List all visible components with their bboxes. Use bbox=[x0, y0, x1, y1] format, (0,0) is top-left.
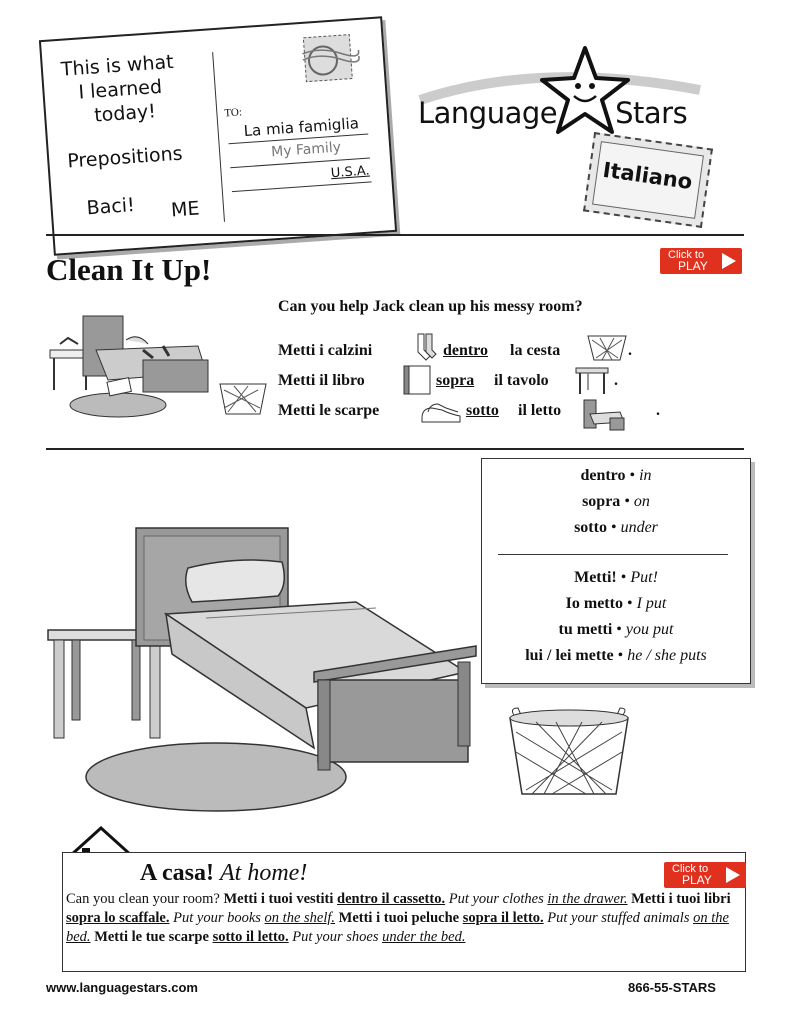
postcard bbox=[39, 16, 397, 255]
home-title: A casa! At home! bbox=[140, 860, 308, 886]
socks-icon bbox=[412, 332, 438, 362]
divider-top bbox=[46, 234, 744, 236]
vocab-phrase-2: Io metto • I put bbox=[565, 595, 667, 612]
vocab-word-2: sopra • on bbox=[582, 493, 650, 510]
play-button-line2: PLAY bbox=[682, 873, 712, 887]
postcard-from: ME bbox=[170, 197, 201, 222]
postcard-line3: today! bbox=[93, 100, 157, 127]
exercise-row-1-end: la cesta bbox=[510, 342, 561, 359]
vocab-phrase-1: Metti! • Put! bbox=[574, 569, 658, 586]
exercise-row-2-end: il tavolo bbox=[494, 372, 549, 389]
postcard-to-label: TO: bbox=[224, 106, 243, 120]
exercise-row-1-punct: . bbox=[628, 342, 632, 359]
shoes-icon bbox=[420, 398, 464, 426]
footer-url[interactable]: www.languagestars.com bbox=[46, 980, 198, 995]
exercise-row-2-start: Metti il libro bbox=[278, 372, 365, 389]
vocab-word-3: sotto • under bbox=[574, 519, 658, 536]
exercise-row-1-start: Metti i calzini bbox=[278, 342, 373, 359]
play-button-line1: Click to bbox=[668, 249, 705, 261]
exercise-row-3-punct: . bbox=[656, 402, 660, 419]
clean-room-illustration bbox=[46, 522, 646, 822]
postcard-signoff: Baci! bbox=[85, 194, 136, 220]
divider-middle bbox=[46, 448, 744, 450]
stamp-text: Italiano bbox=[601, 157, 694, 195]
exercise-question: Can you help Jack clean up his messy room? bbox=[278, 298, 583, 315]
postcard-divider bbox=[212, 52, 225, 222]
exercise-row-3-end: il letto bbox=[518, 402, 562, 419]
bed-small-icon bbox=[582, 396, 626, 432]
postcard-address-1: La mia famiglia bbox=[243, 114, 360, 141]
play-arrow-icon bbox=[722, 253, 736, 269]
postcard-address-3: U.S.A. bbox=[330, 163, 371, 182]
exercise-row-1-prep: dentro bbox=[443, 342, 489, 359]
book-icon bbox=[400, 364, 434, 396]
page-title: Clean It Up! bbox=[46, 252, 212, 287]
exercise-row-3-prep: sotto bbox=[466, 402, 499, 419]
play-button-top[interactable] bbox=[660, 248, 742, 274]
exercise-row-3-start: Metti le scarpe bbox=[278, 402, 380, 419]
vocab-word-1: dentro • in bbox=[580, 467, 652, 484]
italiano-stamp bbox=[583, 132, 713, 228]
logo-text-right: Stars bbox=[615, 96, 688, 130]
table-small-icon bbox=[574, 364, 610, 396]
messy-room-illustration bbox=[48, 310, 273, 425]
postcard-address-2: My Family bbox=[270, 139, 342, 161]
vocab-phrase-3: tu metti • you put bbox=[558, 621, 674, 638]
postcard-line2: I learned bbox=[77, 75, 163, 104]
logo-text bbox=[418, 96, 687, 130]
play-button-line1: Click to bbox=[672, 863, 709, 875]
home-instructions: Can you clean your room? Metti i tuoi vestiti dentro il cassetto. Put your clothes in the drawer. Metti i tuoi libri sopra lo scaffale. Put your books on the shelf. Metti i tuoi peluche sopra il letto. Put your stuffed animals on the bed. Metti le tue scarpe sotto il letto. Put your shoes under the bed. bbox=[66, 891, 731, 945]
vocab-phrase-4: lui / lei mette • he / she puts bbox=[525, 647, 707, 664]
exercise-row-2-prep: sopra bbox=[436, 372, 475, 389]
play-button-bottom[interactable] bbox=[664, 862, 746, 888]
postcard-topic: Prepositions bbox=[66, 142, 184, 173]
play-arrow-icon bbox=[726, 867, 740, 883]
postcard-line1: This is what bbox=[60, 50, 175, 81]
basket-small-icon bbox=[586, 330, 628, 362]
footer-phone: 866-55-STARS bbox=[628, 980, 716, 995]
play-button-line2: PLAY bbox=[678, 259, 708, 273]
postage-stamp-icon bbox=[299, 30, 363, 90]
exercise-row-2-punct: . bbox=[614, 372, 618, 389]
logo-text-left: Language bbox=[418, 96, 558, 130]
